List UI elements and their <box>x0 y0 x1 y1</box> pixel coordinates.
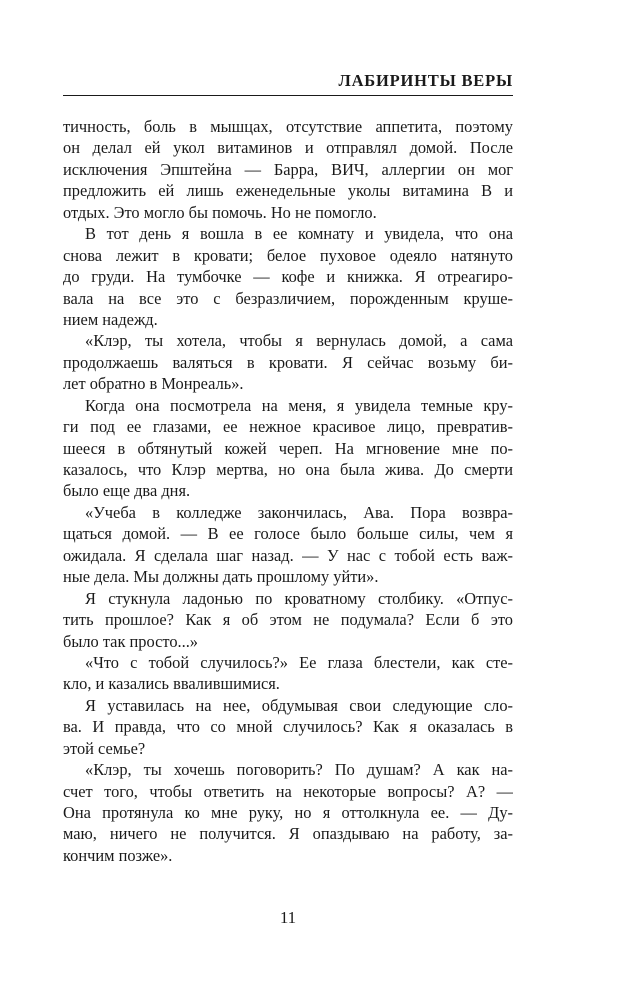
text-line: «Учеба в колледже закончилась, Ава. Пора возвра- <box>85 502 513 522</box>
text-line: Я уставилась на нее, обдумывая свои следующие сло- <box>85 695 513 715</box>
text-line: Я стукнула ладонью по кроватному столбику. «Отпус- <box>85 588 513 608</box>
running-header: ЛАБИРИНТЫ ВЕРЫ <box>338 71 513 90</box>
text-line: тить прошлое? Как я об этом не подумала? Если б это <box>63 610 513 630</box>
text-line: Она протянула ко мне руку, но я оттолкнула ее. — Ду- <box>63 803 513 822</box>
text-line: «Клэр, ты хочешь поговорить? По душам? А как на- <box>85 760 513 780</box>
text-line: отдых. Это могло бы помочь. Но не помогло. <box>63 202 377 222</box>
text-line: кло, и казались ввалившимися. <box>63 674 280 694</box>
text-line: шееся в обтянутый кожей череп. На мгновение мне по- <box>63 438 513 458</box>
body-text <box>63 116 513 866</box>
text-line: исключения Эпштейна — Барра, ВИЧ, аллергии он мог <box>63 159 513 179</box>
header-rule <box>63 95 513 96</box>
text-line: он делал ей укол витаминов и отправлял домой. После <box>63 138 513 158</box>
text-line: вала на все это с безразличием, порожденным круше- <box>63 288 513 308</box>
text-line: продолжаешь валяться в кровати. Я сейчас возьму би- <box>63 352 513 372</box>
text-line: щаться домой. — В ее голосе было больше силы, чем я <box>63 524 513 544</box>
text-line: Когда она посмотрела на меня, я увидела темные кру- <box>85 395 513 415</box>
text-line: было еще два дня. <box>63 481 191 501</box>
text-line: счет того, чтобы ответить на некоторые вопросы? А? — <box>63 781 513 801</box>
text-line: В тот день я вошла в ее комнату и увидела, что она <box>85 224 513 244</box>
text-line: было так просто...» <box>63 631 198 651</box>
text-line: ги под ее глазами, ее нежное красивое лицо, превратив- <box>63 417 513 437</box>
text-line: кончим позже». <box>63 845 173 865</box>
text-line: маю, ничего не получится. Я опаздываю на работу, за- <box>63 824 513 844</box>
text-line: лет обратно в Монреаль». <box>63 374 244 394</box>
text-line: «Что с тобой случилось?» Ее глаза блестели, как сте- <box>85 652 513 672</box>
text-line: казалось, что Клэр мертва, но она была жива. До смерти <box>63 460 513 479</box>
text-line: «Клэр, ты хотела, чтобы я вернулась домой, а сама <box>85 331 513 351</box>
text-line: нием надежд. <box>63 309 158 329</box>
page-number: 11 <box>279 908 297 927</box>
text-line: ожидала. Я сделала шаг назад. — У нас с тобой есть важ- <box>63 545 513 565</box>
text-line: тичность, боль в мышцах, отсутствие аппетита, поэтому <box>63 117 513 136</box>
text-line: ва. И правда, что со мной случилось? Как я оказалась в <box>63 717 513 737</box>
text-line: предложить ей лишь еженедельные уколы витамина B и <box>63 181 513 201</box>
text-line: этой семье? <box>63 738 146 758</box>
text-line: до груди. На тумбочке — кофе и книжка. Я отреагиро- <box>63 267 513 287</box>
text-line: ные дела. Мы должны дать прошлому уйти». <box>63 567 379 587</box>
text-line: снова лежит в кровати; белое пуховое одеяло натянуто <box>63 245 513 265</box>
